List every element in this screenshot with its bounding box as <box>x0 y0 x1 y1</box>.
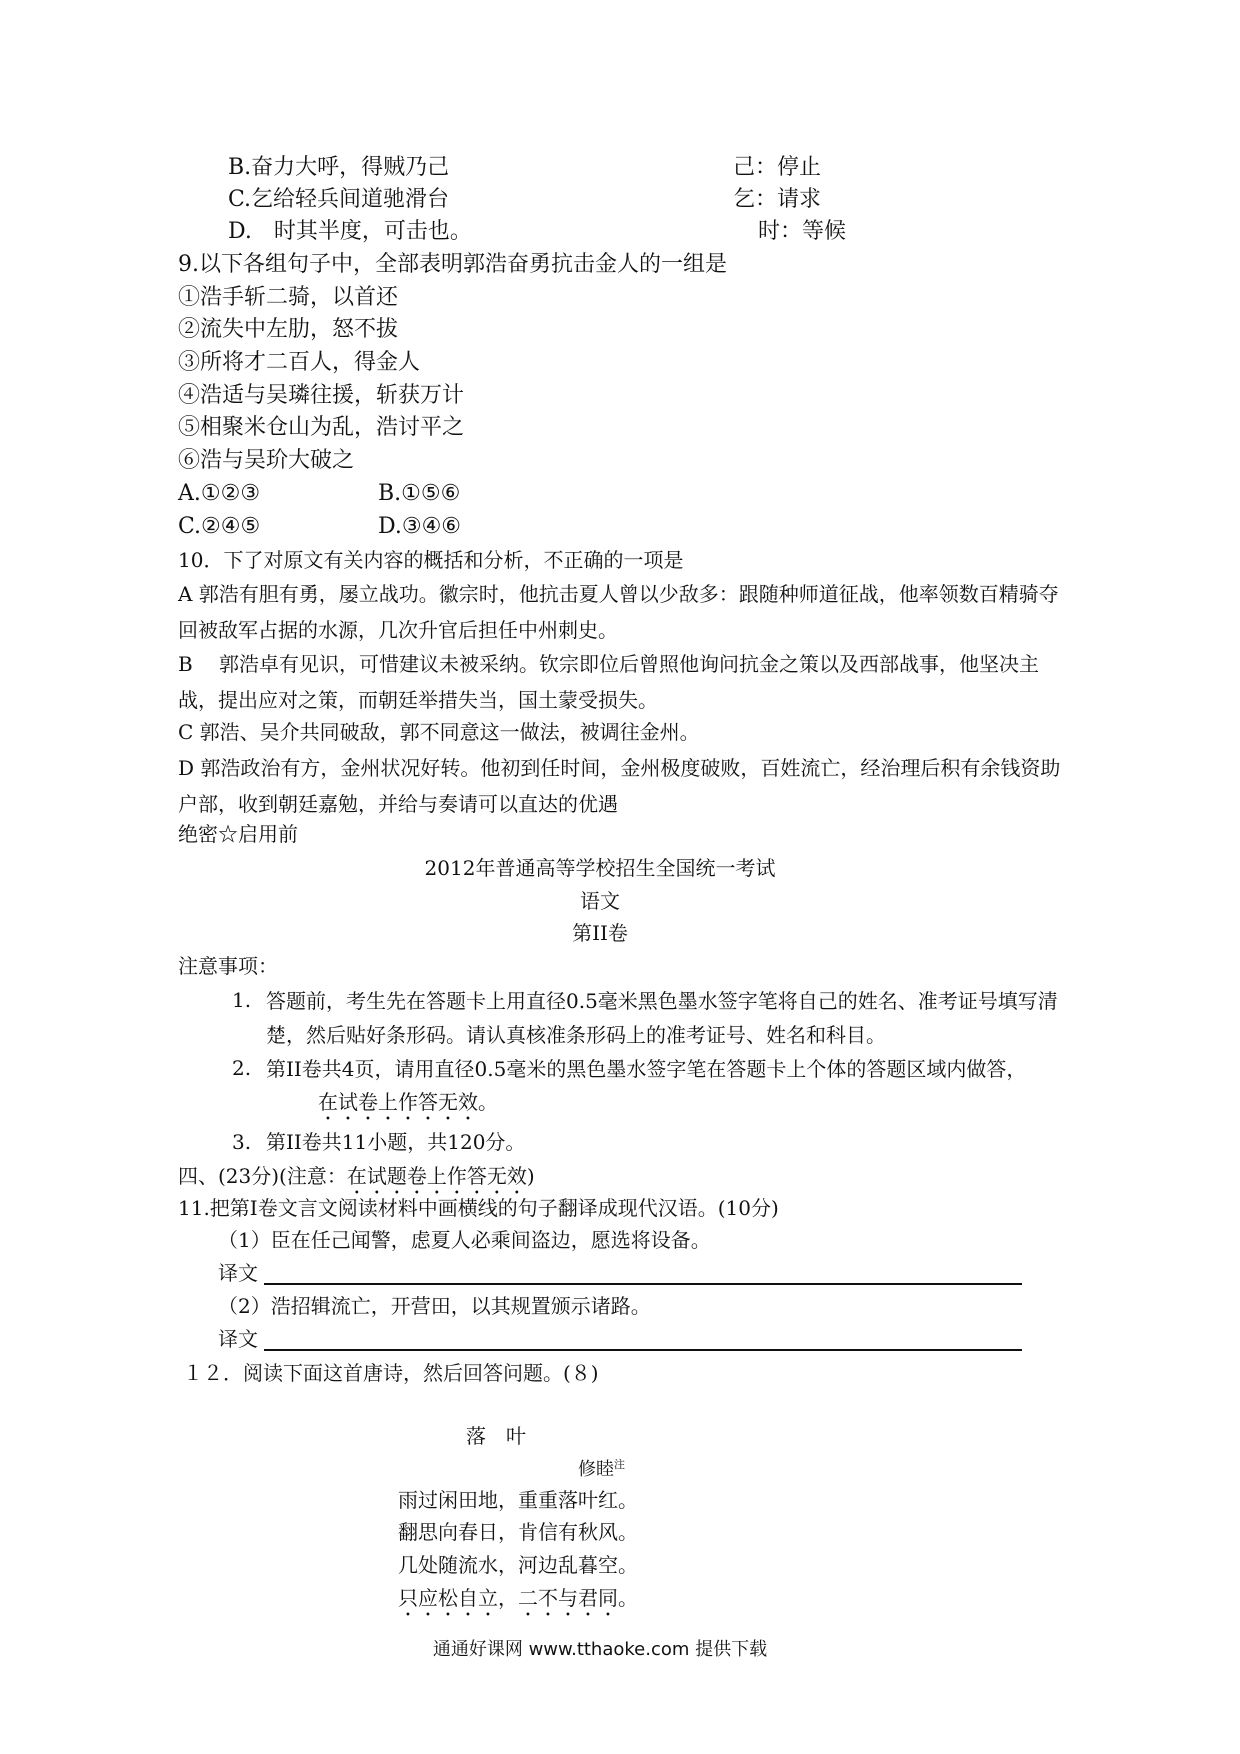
poem-author-name: 修睦 <box>578 1459 614 1480</box>
q11-answer-label-2: 译文 <box>218 1327 258 1351</box>
section-4-emphasis: 在试题卷上作答无效 <box>346 1164 527 1188</box>
page-footer: 通通好课网 www.tthaoke.com 提供下载 <box>432 1639 768 1660</box>
emphasis-text: 在试卷上作答无效。 <box>318 1090 498 1114</box>
q10-option-a: A 郭浩有胆有勇，屡立战功。徽宗时，他抗击夏人曾以少敌多：跟随种师道征战，他率领数百精骑夺回被敌军占据的水源，几次升官后担任中州刺史。 <box>178 582 1059 642</box>
q9-choice-b: B.①⑤⑥ <box>378 481 461 506</box>
exam-subject: 语文 <box>580 889 620 913</box>
poem-line-4-text: 只应松自立，二不与君同。 <box>398 1586 638 1610</box>
q10-option-d: D 郭浩政治有方，金州状况好转。他初到任时间，金州极度破败，百姓流亡，经治理后积有余钱资助户部，收到朝廷嘉勉，并给与奏请可以直达的优遇 <box>178 756 1061 816</box>
secrecy-label: 绝密☆启用前 <box>178 822 298 846</box>
q11-answer-line-1[interactable] <box>264 1283 1022 1285</box>
q11-answer-line-2[interactable] <box>264 1349 1022 1351</box>
q9-item-2: ②流失中左肋，怒不拔 <box>178 317 399 342</box>
q8-option-c-gloss: 乞：请求 <box>733 187 822 212</box>
q11-answer-label-1: 译文 <box>218 1261 258 1285</box>
poem-author-note: 注 <box>614 1458 625 1471</box>
q9-item-5: ⑤相聚米仓山为乱，浩讨平之 <box>178 415 465 440</box>
q11-part-2: （2）浩招辑流亡，开营田，以其规置颁示诸路。 <box>218 1294 651 1318</box>
q9-choice-c: C.②④⑤ <box>178 514 261 539</box>
poem-author <box>578 1450 625 1485</box>
q10-option-c: C 郭浩、吴介共同破敌，郭不同意这一做法，被调往金州。 <box>178 720 700 744</box>
exam-title: 2012年普通高等学校招生全国统一考试 <box>424 856 776 880</box>
q9-choice-d: D.③④⑥ <box>378 514 462 539</box>
section-4-suffix: ) <box>526 1164 535 1188</box>
note-2-text: 第II卷共4页，请用直径0.5毫米的黑色墨水签字笔在答题卡上个体的答题区域内做答， <box>266 1057 1027 1081</box>
poem-line-2: 翻思向春日，肯信有秋风。 <box>398 1520 638 1544</box>
note-2-number: 2. <box>232 1056 252 1080</box>
q12-stem: １２．阅读下面这首唐诗，然后回答问题。(８) <box>183 1361 599 1385</box>
q10-stem: 10．下了对原文有关内容的概括和分析，不正确的一项是 <box>178 548 684 572</box>
poem-line-4 <box>398 1582 638 1621</box>
q11-stem: 11.把第I卷文言文阅读材料中画横线的句子翻译成现代汉语。(10分) <box>178 1196 779 1220</box>
poem-title: 落叶 <box>466 1424 546 1448</box>
note-3-text: 第II卷共11小题，共120分。 <box>266 1130 526 1154</box>
q9-stem: 9.以下各组句子中，全部表明郭浩奋勇抗击金人的一组是 <box>178 252 727 277</box>
q9-item-3: ③所将才二百人，得金人 <box>178 350 421 375</box>
q9-item-4: ④浩适与吴璘往援，斩获万计 <box>178 383 465 408</box>
note-2-emphasis <box>318 1086 498 1125</box>
q9-item-6: ⑥浩与吴玠大破之 <box>178 448 355 473</box>
q9-item-1: ①浩手斩二骑，以首还 <box>178 285 399 310</box>
q9-choice-a: A.①②③ <box>178 481 261 506</box>
exam-volume: 第II卷 <box>572 921 628 945</box>
poem-line-1: 雨过闲田地，重重落叶红。 <box>398 1488 638 1512</box>
q8-option-d-gloss: 时：等候 <box>758 219 847 244</box>
poem-line-3: 几处随流水，河边乱暮空。 <box>398 1553 638 1577</box>
notes-heading: 注意事项： <box>178 954 278 978</box>
q8-option-b-gloss: 己：停止 <box>733 155 822 180</box>
note-1-number: 1. <box>232 988 252 1012</box>
q8-option-d: D. 时其半度，可击也。 <box>228 219 472 244</box>
note-1-text: 答题前，考生先在答题卡上用直径0.5毫米黑色墨水签字笔将自己的姓名、准考证号填写清楚，然后贴好条形码。请认真核准条形码上的准考证号、姓名和科目。 <box>266 989 1058 1047</box>
q10-option-b: B 郭浩卓有见识，可惜建议未被采纳。钦宗即位后曾照他询问抗金之策以及西部战事，他坚决主战，提出应对之策，而朝廷举措失当，国土蒙受损失。 <box>178 652 1040 712</box>
note-3-number: 3. <box>232 1130 252 1154</box>
q8-option-c: C.乞给轻兵间道驰滑台 <box>228 187 450 212</box>
q8-option-b: B.奋力大呼，得贼乃己 <box>228 155 450 180</box>
section-4-prefix: 四、(23分)(注意： <box>178 1164 347 1188</box>
q11-part-1: （1）臣在任己闻警，虑夏人必乘间盗边，愿选将设备。 <box>218 1228 711 1252</box>
